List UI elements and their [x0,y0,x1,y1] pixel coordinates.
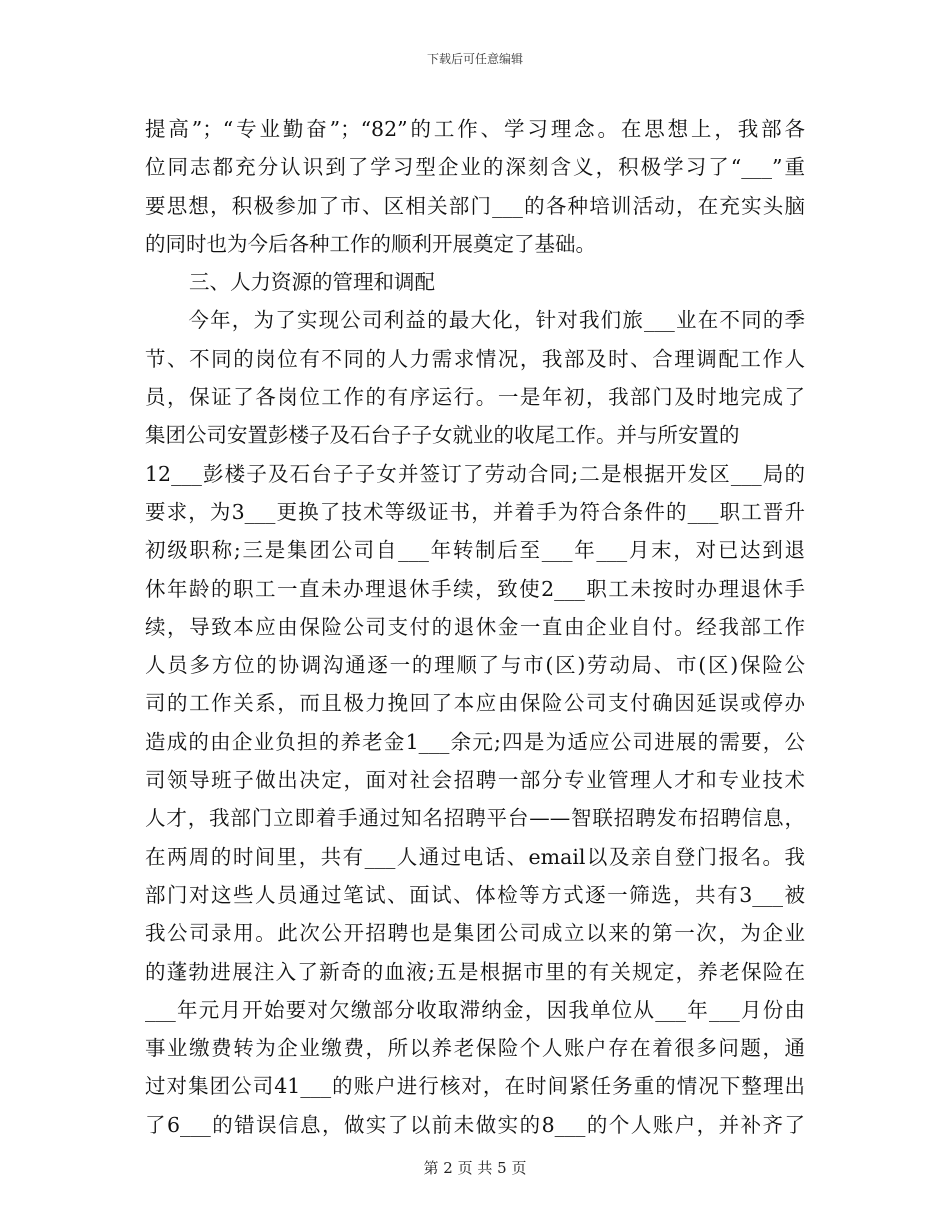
paragraph-line: 了6___的错误信息，做实了以前未做实的8___的个人账户，并补齐了 [145,1112,805,1137]
paragraph-line: 事业缴费转为企业缴费，所以养老保险个人账户存在着很多问题，通 [145,1036,805,1061]
paragraph-line: 司的工作关系，而且极力挽回了本应由保险公司支付确因延误或停办 [145,691,805,716]
body-line: 提高”；“专业勤奋”；“82”的工作、学习理念。在思想上，我部各 [145,117,805,141]
body-line: 位同志都充分认识到了学习型企业的深刻含义，积极学习了“___”重 [145,155,805,180]
paragraph-line: 休年龄的职工一直未办理退休手续，致使2___职工未按时办理退休手 [145,576,805,601]
document-body [145,110,805,1144]
paragraph-line: 人员多方位的协调沟通逐一的理顺了与市(区)劳动局、市(区)保险公 [145,653,805,678]
paragraph-line: 节、不同的岗位有不同的人力需求情况，我部及时、合理调配工作人 [145,346,805,371]
paragraph-line: 在两周的时间里，共有___人通过电话、email以及亲自登门报名。我 [145,844,805,869]
section-heading: 三、人力资源的管理和调配 [189,270,435,295]
body-line: 的同时也为今后各种工作的顺利开展奠定了基础。 [145,231,596,256]
paragraph-line: ___年元月开始要对欠缴部分收取滞纳金，因我单位从___年___月份由 [145,997,805,1022]
paragraph-line: 司领导班子做出决定，面对社会招聘一部分专业管理人才和专业技术 [145,768,805,793]
paragraph-line: 续，导致本应由保险公司支付的退休金一直由企业自付。经我部工作 [145,614,805,639]
paragraph-line: 12___彭楼子及石台子子女并签订了劳动合同;二是根据开发区___局的 [145,461,805,486]
paragraph-line: 今年，为了实现公司利益的最大化，针对我们旅___业在不同的季 [145,308,805,333]
paragraph-line: 的蓬勃进展注入了新奇的血液;五是根据市里的有关规定，养老保险在 [145,959,805,984]
paragraph-line: 造成的由企业负担的养老金1___余元;四是为适应公司进展的需要，公 [145,729,805,754]
paragraph-line: 过对集团公司41___的账户进行核对，在时间紧任务重的情况下整理出 [145,1074,805,1099]
paragraph-line: 初级职称;三是集团公司自___年转制后至___年___月末，对已达到退 [145,538,805,563]
paragraph-line: 要求，为3___更换了技术等级证书，并着手为符合条件的___职工晋升 [145,499,805,524]
page-header: 下载后可任意编辑 [426,52,523,66]
paragraph-line: 我公司录用。此次公开招聘也是集团公司成立以来的第一次，为企业 [145,921,805,946]
paragraph-line: 部门对这些人员通过笔试、面试、体检等方式逐一筛选，共有3___被 [145,882,805,907]
page-number: 第 2 页 共 5 页 [423,1159,527,1177]
body-line: 要思想，积极参加了市、区相关部门___的各种培训活动，在充实头脑 [145,193,805,218]
paragraph-line: 集团公司安置彭楼子及石台子子女就业的收尾工作。并与所安置的 [145,423,740,448]
paragraph-line: 人才，我部门立即着手通过知名招聘平台——智联招聘发布招聘信息， [145,806,805,831]
paragraph-line: 员，保证了各岗位工作的有序运行。一是年初，我部门及时地完成了 [145,385,805,410]
